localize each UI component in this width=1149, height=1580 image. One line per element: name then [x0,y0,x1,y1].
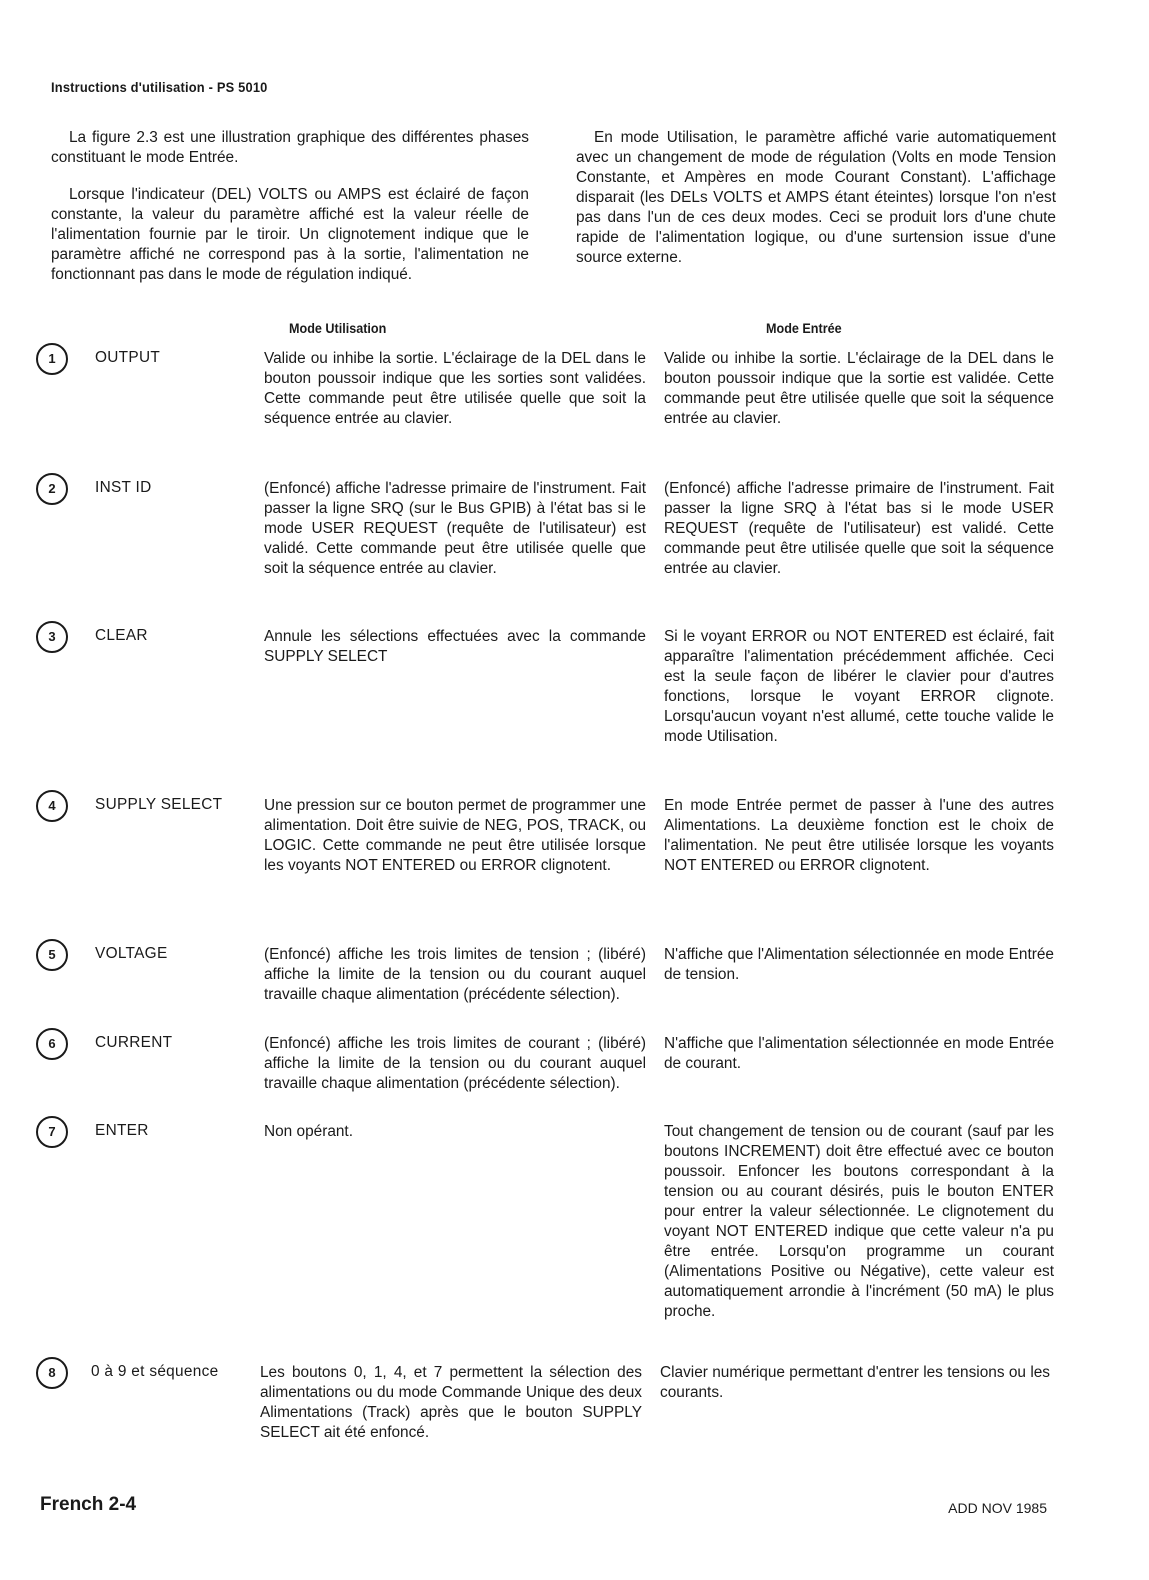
description-utilisation: (Enfoncé) affiche l'adresse primaire de l'instrument. Fait passer la ligne SRQ (sur le Bus GPIB) à l'état bas si le mode USER REQUEST (requête de l'utilisateur) est validé. Cette commande peut être utilisée quelle que soit la séquence entrée au clavier. [264,480,646,577]
intro-paragraph: La figure 2.3 est une illustration graphique des différentes phases constituant le mode Entrée. [51,129,529,166]
number-circle: 8 [36,1357,68,1389]
column-heading-utilisation: Mode Utilisation [289,320,387,336]
description-utilisation: Valide ou inhibe la sortie. L'éclairage de la DEL dans le bouton poussoir indique que les sorties sont validées. Cette commande peut être utilisée quelle que soit la séquence entrée au clavier. [264,350,646,427]
control-label: VOLTAGE [95,945,168,962]
number-circle: 3 [36,621,68,653]
page-header: Instructions d'utilisation - PS 5010 [51,79,268,95]
control-label: ENTER [95,1122,149,1139]
number-circle: 4 [36,790,68,822]
control-label: CLEAR [95,627,148,644]
intro-left-column [51,128,529,302]
control-label: OUTPUT [95,349,161,366]
control-label: CURRENT [95,1034,173,1051]
description-utilisation: (Enfoncé) affiche les trois limites de tension ; (libéré) affiche la limite de la tension ou du courant auquel travaille chaque alimentation (précédente sélection). [264,946,646,1003]
footer-page-label: French 2-4 [40,1494,137,1515]
number-circle: 6 [36,1028,68,1060]
description-entree: En mode Entrée permet de passer à l'une des autres Alimentations. La deuxième fonction est le choix de l'alimentation. Ne peut être utilisée lorsque les voyants NOT ENTERED ou ERROR clignotent. [664,797,1054,874]
description-utilisation: Annule les sélections effectuées avec la commande SUPPLY SELECT [264,628,646,665]
number-circle: 2 [36,473,68,505]
control-label: SUPPLY SELECT [95,796,223,813]
description-entree: N'affiche que l'Alimentation sélectionnée en mode Entrée de tension. [664,946,1054,983]
column-heading-entree: Mode Entrée [766,320,842,336]
description-utilisation: Une pression sur ce bouton permet de programmer une alimentation. Doit être suivie de NEG, POS, TRACK, ou LOGIC. Cette commande ne peut être utilisée lorsque les voyants NOT ENTERED ou ERROR clignotent. [264,797,646,874]
intro-paragraph: En mode Utilisation, le paramètre affiché varie automatiquement avec un changement de mode de régulation (Volts en mode Tension Constante, et Ampères en mode Courant Constant). L'affichage disparait (les DELs VOLTS et AMPS étant éteintes) lorsque l'on n'est pas dans l'un de ces deux modes. Ceci se produit lors d'une chute rapide de l'alimentation logique, ou d'une surtension issue d'une source externe. [576,129,1056,266]
description-entree: Si le voyant ERROR ou NOT ENTERED est éclairé, fait apparaître l'alimentation précédemment affichée. Ceci est la seule façon de libérer le clavier pour d'autres fonctions, lorsque le voyant ERROR clignote. Lorsqu'aucun voyant n'est allumé, cette touche valide le mode Utilisation. [664,628,1054,745]
description-entree: Tout changement de tension ou de courant (sauf par les boutons INCREMENT) doit être effectué avec ce bouton poussoir. Enfoncer les boutons correspondant à la tension ou au courant désirés, puis le bouton ENTER pour entrer la valeur sélectionnée. Le clignotement du voyant NOT ENTERED indique que cette valeur n'a pu être entrée. Lorsqu'on programme un courant (Alimentations Positive ou Négative), cette valeur est automatiquement arrondie à l'incrément (50 mA) le plus proche. [664,1123,1054,1320]
description-entree: N'affiche que l'alimentation sélectionnée en mode Entrée de courant. [664,1035,1054,1072]
description-entree: Valide ou inhibe la sortie. L'éclairage de la DEL dans le bouton poussoir indique que la sortie est validée. Cette commande peut être utilisée quelle que soit la séquence entrée au clavier. [664,350,1054,427]
description-utilisation: Les boutons 0, 1, 4, et 7 permettent la sélection des alimentations ou du mode Commande Unique des deux Alimentations (Track) après que le bouton SUPPLY SELECT ait été enfoncé. [260,1364,642,1441]
control-label: 0 à 9 et séquence [91,1363,219,1380]
intro-right-column [576,128,1056,285]
footer-revision: ADD NOV 1985 [948,1500,1047,1516]
intro-paragraph: Lorsque l'indicateur (DEL) VOLTS ou AMPS est éclairé de façon constante, la valeur du paramètre affiché est la valeur réelle de l'alimentation fournie par le tiroir. Un clignotement indique que le paramètre affiché ne correspond pas à la sortie, l'alimentation ne fonctionnant pas dans le mode de régulation indiqué. [51,186,529,283]
description-utilisation: Non opérant. [264,1123,353,1140]
description-entree: (Enfoncé) affiche l'adresse primaire de l'instrument. Fait passer la ligne SRQ à l'état bas si le mode USER REQUEST (requête de l'utilisateur) est validé. Cette commande peut être utilisée quelle que soit la séquence entrée au clavier. [664,480,1054,577]
description-utilisation: (Enfoncé) affiche les trois limites de courant ; (libéré) affiche la limite de la tension ou du courant auquel travaille chaque alimentation (précédente sélection). [264,1035,646,1092]
number-circle: 5 [36,939,68,971]
description-entree: Clavier numérique permettant d'entrer les tensions ou les courants. [660,1364,1050,1401]
control-label: INST ID [95,479,152,496]
number-circle: 7 [36,1116,68,1148]
number-circle: 1 [36,343,68,375]
